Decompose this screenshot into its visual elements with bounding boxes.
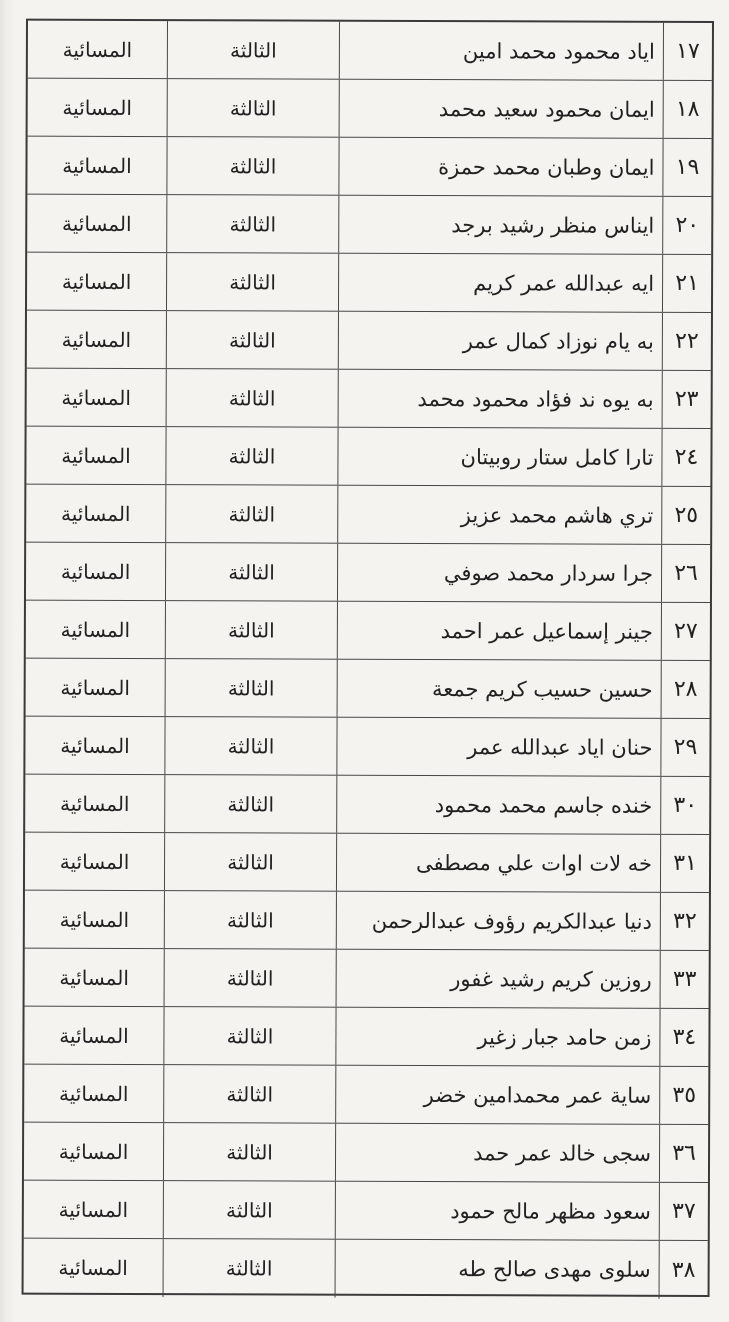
student-roster-table: [22, 19, 714, 1297]
table-row: [26, 601, 710, 661]
row-number-cell: ٣٠: [673, 792, 698, 818]
stage-cell: الثالثة: [167, 137, 339, 195]
student-name-cell: اياد محمود محمد امين: [340, 22, 664, 80]
row-number-cell: ٢٥: [674, 502, 699, 528]
study-type-cell: المسائية: [24, 1007, 164, 1064]
student-name-cell: سعود مظهر مالح حمود: [336, 1182, 660, 1240]
study-type-cell: المسائية: [24, 1123, 164, 1180]
student-name-cell: خنده جاسم محمد محمود: [337, 776, 661, 834]
stage-cell: الثالثة: [164, 1065, 336, 1123]
stage-cell: الثالثة: [167, 369, 339, 427]
study-type-cell: المسائية: [26, 543, 166, 600]
stage-cell: الثالثة: [166, 427, 338, 485]
row-number-cell: ٢٢: [675, 328, 699, 354]
study-type-cell: المسائية: [26, 601, 166, 658]
study-type-cell: المسائية: [27, 195, 167, 252]
table-row: [25, 949, 709, 1009]
study-type-cell: المسائية: [27, 369, 167, 426]
stage-cell: الثالثة: [168, 21, 340, 79]
row-number-cell: ٢٧: [674, 618, 698, 644]
row-number-cell: ٣٣: [672, 966, 697, 992]
table-row: [26, 543, 710, 603]
row-number-cell: ٣٥: [672, 1082, 697, 1108]
stage-cell: الثالثة: [164, 1123, 336, 1181]
row-number-cell: ٢٠: [675, 212, 700, 238]
stage-cell: الثالثة: [164, 1181, 336, 1239]
table-row: [25, 775, 709, 835]
table-row: [27, 195, 711, 255]
table-row: [25, 891, 709, 951]
stage-cell: الثالثة: [167, 253, 339, 311]
study-type-cell: المسائية: [24, 1239, 164, 1297]
study-type-cell: المسائية: [27, 253, 167, 310]
student-name-cell: به يوه ند فؤاد محمود محمد: [339, 370, 663, 428]
stage-cell: الثالثة: [164, 1007, 336, 1065]
study-type-cell: المسائية: [25, 833, 165, 890]
table-row: [24, 1007, 708, 1067]
student-name-cell: دنيا عبدالكريم رؤوف عبدالرحمن: [337, 892, 661, 950]
student-name-cell: جينر إسماعيل عمر احمد: [338, 602, 662, 660]
table-row: [24, 1065, 708, 1125]
student-name-cell: حنان اياد عبدالله عمر: [337, 718, 661, 776]
student-name-cell: روزين كريم رشيد غفور: [337, 950, 661, 1008]
student-name-cell: ايمان محمود سعيد محمد: [340, 80, 664, 138]
row-number-cell: ٢١: [675, 270, 699, 296]
study-type-cell: المسائية: [24, 1181, 164, 1238]
study-type-cell: المسائية: [27, 137, 167, 194]
study-type-cell: المسائية: [26, 427, 166, 484]
table-row: [24, 1123, 708, 1183]
row-number-cell: ٣٧: [671, 1198, 696, 1224]
student-name-cell: حسين حسيب كريم جمعة: [338, 660, 662, 718]
study-type-cell: المسائية: [27, 311, 167, 368]
student-name-cell: خه لات اوات علي مصطفى: [337, 834, 661, 892]
row-number-cell: ١٩: [675, 154, 700, 180]
stage-cell: الثالثة: [167, 311, 339, 369]
student-name-cell: سجى خالد عمر حمد: [336, 1124, 660, 1182]
stage-cell: الثالثة: [166, 543, 338, 601]
table-row: [24, 1181, 708, 1241]
student-name-cell: به يام نوزاد كمال عمر: [339, 312, 663, 370]
row-number-cell: ٣١: [673, 850, 697, 876]
study-type-cell: المسائية: [26, 659, 166, 716]
table-row: [25, 717, 709, 777]
stage-cell: الثالثة: [165, 949, 337, 1007]
row-number-cell: ٢٨: [673, 676, 698, 702]
stage-cell: الثالثة: [167, 195, 339, 253]
table-row: [27, 311, 711, 371]
student-name-cell: ساية عمر محمدامين خضر: [336, 1066, 660, 1124]
row-number-cell: ٢٣: [674, 386, 699, 412]
stage-cell: الثالثة: [165, 833, 337, 891]
student-name-cell: تارا كامل ستار روبيتان: [338, 428, 662, 486]
study-type-cell: المسائية: [25, 775, 165, 832]
student-name-cell: ايناس منظر رشيد برجد: [339, 196, 663, 254]
student-name-cell: زمن حامد جبار زغير: [336, 1008, 660, 1066]
table-row: [26, 485, 710, 545]
stage-cell: الثالثة: [165, 891, 337, 949]
stage-cell: الثالثة: [166, 601, 338, 659]
row-number-cell: ٣٤: [672, 1024, 697, 1050]
stage-cell: الثالثة: [165, 775, 337, 833]
row-number-cell: ٣٦: [672, 1140, 696, 1166]
study-type-cell: المسائية: [28, 21, 168, 78]
study-type-cell: المسائية: [28, 79, 168, 136]
table-row: [28, 79, 712, 139]
row-number-cell: ٢٤: [674, 444, 699, 470]
stage-cell: الثالثة: [168, 79, 340, 137]
student-name-cell: ايمان وطبان محمد حمزة: [339, 138, 663, 196]
study-type-cell: المسائية: [25, 717, 165, 774]
row-number-cell: ١٧: [676, 38, 700, 64]
student-name-cell: سلوى مهدى صالح طه: [336, 1240, 660, 1299]
table-row: [27, 137, 711, 197]
student-name-cell: ايه عبدالله عمر كريم: [339, 254, 663, 312]
study-type-cell: المسائية: [24, 1065, 164, 1122]
student-name-cell: جرا سردار محمد صوفي: [338, 544, 662, 602]
table-row: [28, 21, 712, 81]
table-row: [24, 1239, 708, 1299]
row-number-cell: ٣٢: [673, 908, 697, 934]
row-number-cell: ١٨: [675, 96, 700, 122]
row-number-cell: ٣٨: [671, 1257, 696, 1283]
table-row: [27, 253, 711, 313]
table-row: [25, 833, 709, 893]
study-type-cell: المسائية: [25, 949, 165, 1006]
table-row: [26, 659, 710, 719]
table-row: [27, 369, 711, 429]
stage-cell: الثالثة: [164, 1239, 336, 1298]
stage-cell: الثالثة: [166, 485, 338, 543]
student-name-cell: تري هاشم محمد عزيز: [338, 486, 662, 544]
study-type-cell: المسائية: [26, 485, 166, 542]
stage-cell: الثالثة: [166, 659, 338, 717]
study-type-cell: المسائية: [25, 891, 165, 948]
row-number-cell: ٢٩: [673, 734, 698, 760]
stage-cell: الثالثة: [165, 717, 337, 775]
table-row: [26, 427, 710, 487]
row-number-cell: ٢٦: [674, 560, 698, 586]
